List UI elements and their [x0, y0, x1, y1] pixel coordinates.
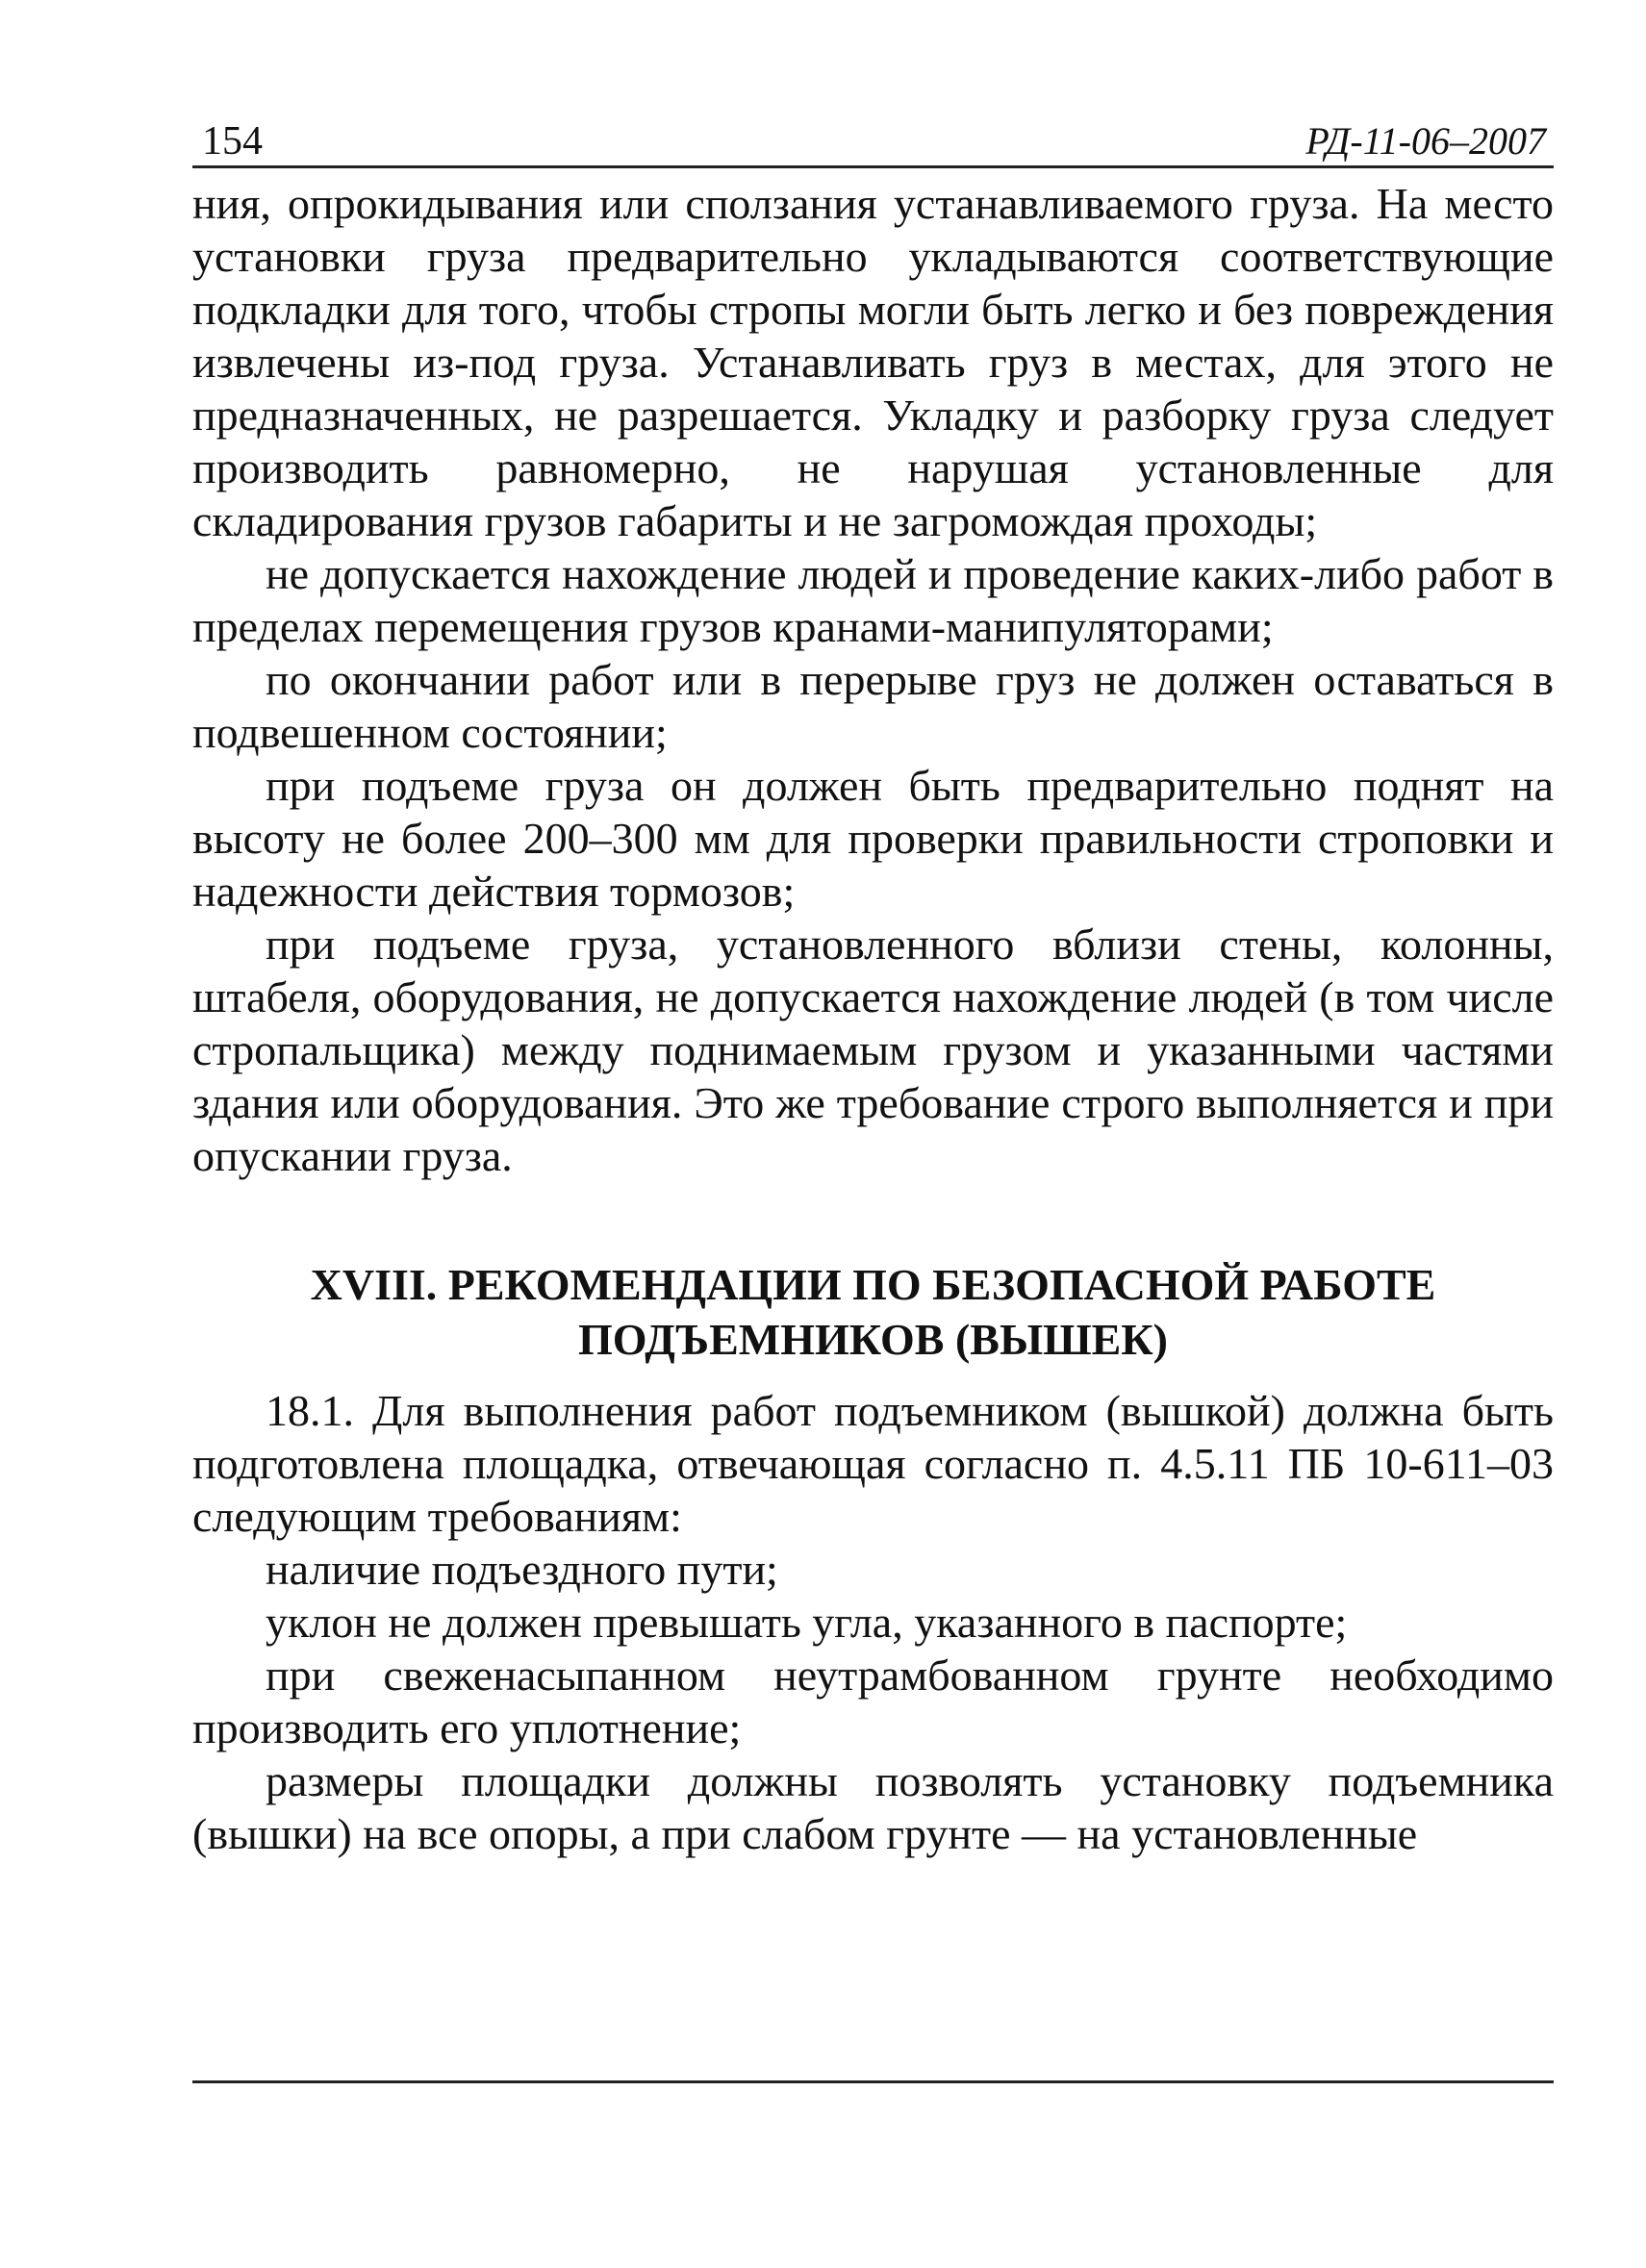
paragraph-test-lift: при подъеме груза он должен быть предварительно поднят на высоту не более 200–300 мм для проверки правильности строповки и надежности действия тормозов;: [192, 761, 1554, 916]
paragraph-lift-near-wall: при подъеме груза, установленного вблизи стены, колонны, штабеля, оборудования, не допускается нахождение людей (в том числе стропальщика) между поднимаемым грузом и указанными частями здания или оборудования. Это же требование строго выполняется и при опускании груза.: [192, 920, 1554, 1180]
page-number: 154: [202, 119, 263, 164]
document-page: [192, 0, 1554, 2268]
paragraph-no-people-in-zone: не допускается нахождение людей и проведение каких-либо работ в пределах перемещения грузов кранами-манипуляторами;: [192, 549, 1554, 651]
paragraph-no-suspended-load: по окончании работ или в перерыве груз не должен оставаться в подвешенном состоянии;: [192, 655, 1554, 757]
paragraph-site-size: размеры площадки должны позволять установку подъемника (вышки) на все опоры, а при слабом грунте — на установленные: [192, 1756, 1554, 1858]
paragraph-continuation: ния, опрокидывания или сползания устанавливаемого груза. На место установки груза предварительно укладываются соответствующие подкладки для того, чтобы стропы могли быть легко и без повреждения извлечены из-под груза. Устанавливать груз в местах, для этого не предназначенных, не разрешается. Укладку и разборку груза следует производить равномерно, не нарушая установленные для складирования грузов габариты и не загромождая проходы;: [192, 179, 1554, 545]
page-content: [192, 177, 1554, 1860]
paragraph-soil-compaction: при свеженасыпанном неутрамбованном грунте необходимо производить его уплотнение;: [192, 1651, 1554, 1752]
running-title: РД-11-06–2007: [1305, 119, 1546, 163]
section-heading-line-1: XVIII. РЕКОМЕНДАЦИИ ПО БЕЗОПАСНОЙ РАБОТЕ: [310, 1260, 1436, 1309]
paragraph-access-road: наличие подъездного пути;: [266, 1545, 778, 1594]
section-heading: [192, 1257, 1554, 1367]
page-header: [192, 115, 1554, 168]
paragraph-18-1: 18.1. Для выполнения работ подъемником (вышкой) должна быть подготовлена площадка, отвечающая согласно п. 4.5.11 ПБ 10-611–03 следующим требованиям:: [192, 1386, 1554, 1541]
section-heading-line-2: ПОДЪЕМНИКОВ (ВЫШЕК): [578, 1315, 1168, 1364]
footer-rule: [192, 2080, 1554, 2083]
paragraph-slope: уклон не должен превышать угла, указанного в паспорте;: [266, 1598, 1348, 1647]
